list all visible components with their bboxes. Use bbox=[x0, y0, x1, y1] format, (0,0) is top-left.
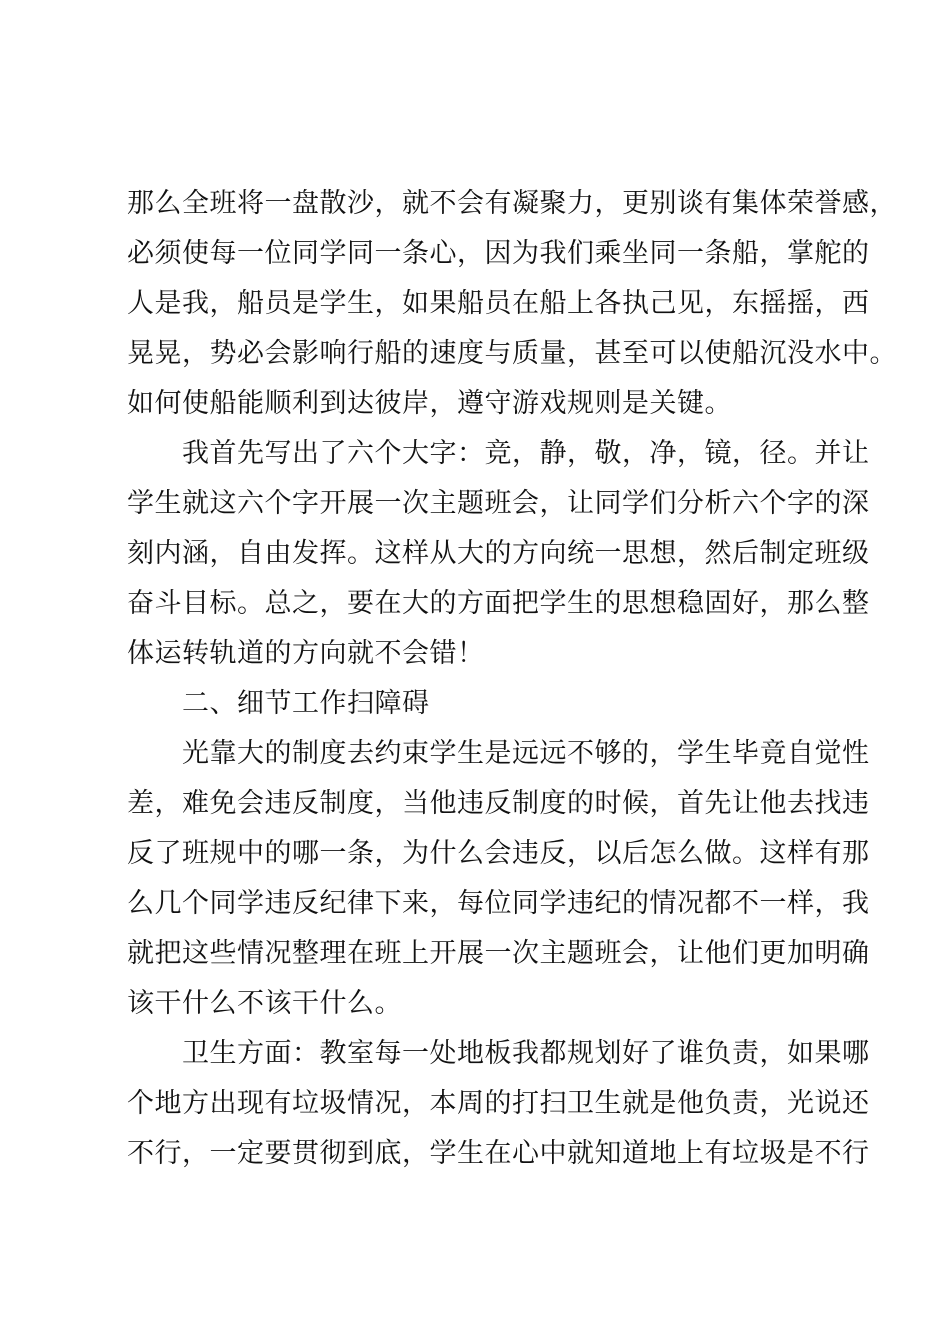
text-line: 晃晃，势必会影响行船的速度与质量，甚至可以使船沉没水中。 bbox=[127, 338, 897, 369]
text-line: 差，难免会违反制度，当他违反制度的时候，首先让他去找违 bbox=[127, 788, 870, 819]
text-line: 体运转轨道的方向就不会错！ bbox=[127, 638, 485, 669]
text-line: 我首先写出了六个大字：竞，静，敬，净，镜，径。并让 bbox=[127, 438, 870, 469]
text-line: 卫生方面：教室每一处地板我都规划好了谁负责，如果哪 bbox=[127, 1038, 870, 1069]
text-line: 奋斗目标。总之，要在大的方面把学生的思想稳固好，那么整 bbox=[127, 588, 870, 619]
text-line: 人是我，船员是学生，如果船员在船上各执己见，东摇摇，西 bbox=[127, 288, 870, 319]
text-line: 不行，一定要贯彻到底，学生在心中就知道地上有垃圾是不行 bbox=[127, 1138, 870, 1169]
text-line: 么几个同学违反纪律下来，每位同学违纪的情况都不一样，我 bbox=[127, 888, 870, 919]
section-heading: 二、细节工作扫障碍 bbox=[127, 688, 430, 719]
text-line: 刻内涵，自由发挥。这样从大的方向统一思想，然后制定班级 bbox=[127, 538, 870, 569]
text-line: 学生就这六个字开展一次主题班会，让同学们分析六个字的深 bbox=[127, 488, 870, 519]
text-line: 就把这些情况整理在班上开展一次主题班会，让他们更加明确 bbox=[127, 938, 870, 969]
text-line: 该干什么不该干什么。 bbox=[127, 988, 402, 1019]
text-line: 个地方出现有垃圾情况，本周的打扫卫生就是他负责，光说还 bbox=[127, 1088, 870, 1119]
text-line: 反了班规中的哪一条，为什么会违反，以后怎么做。这样有那 bbox=[127, 838, 870, 869]
text-line: 如何使船能顺利到达彼岸，遵守游戏规则是关键。 bbox=[127, 388, 732, 419]
text-line: 必须使每一位同学同一条心，因为我们乘坐同一条船，掌舵的 bbox=[127, 238, 870, 269]
text-line: 光靠大的制度去约束学生是远远不够的，学生毕竟自觉性 bbox=[127, 738, 870, 769]
text-line: 那么全班将一盘散沙，就不会有凝聚力，更别谈有集体荣誉感， bbox=[127, 188, 897, 219]
